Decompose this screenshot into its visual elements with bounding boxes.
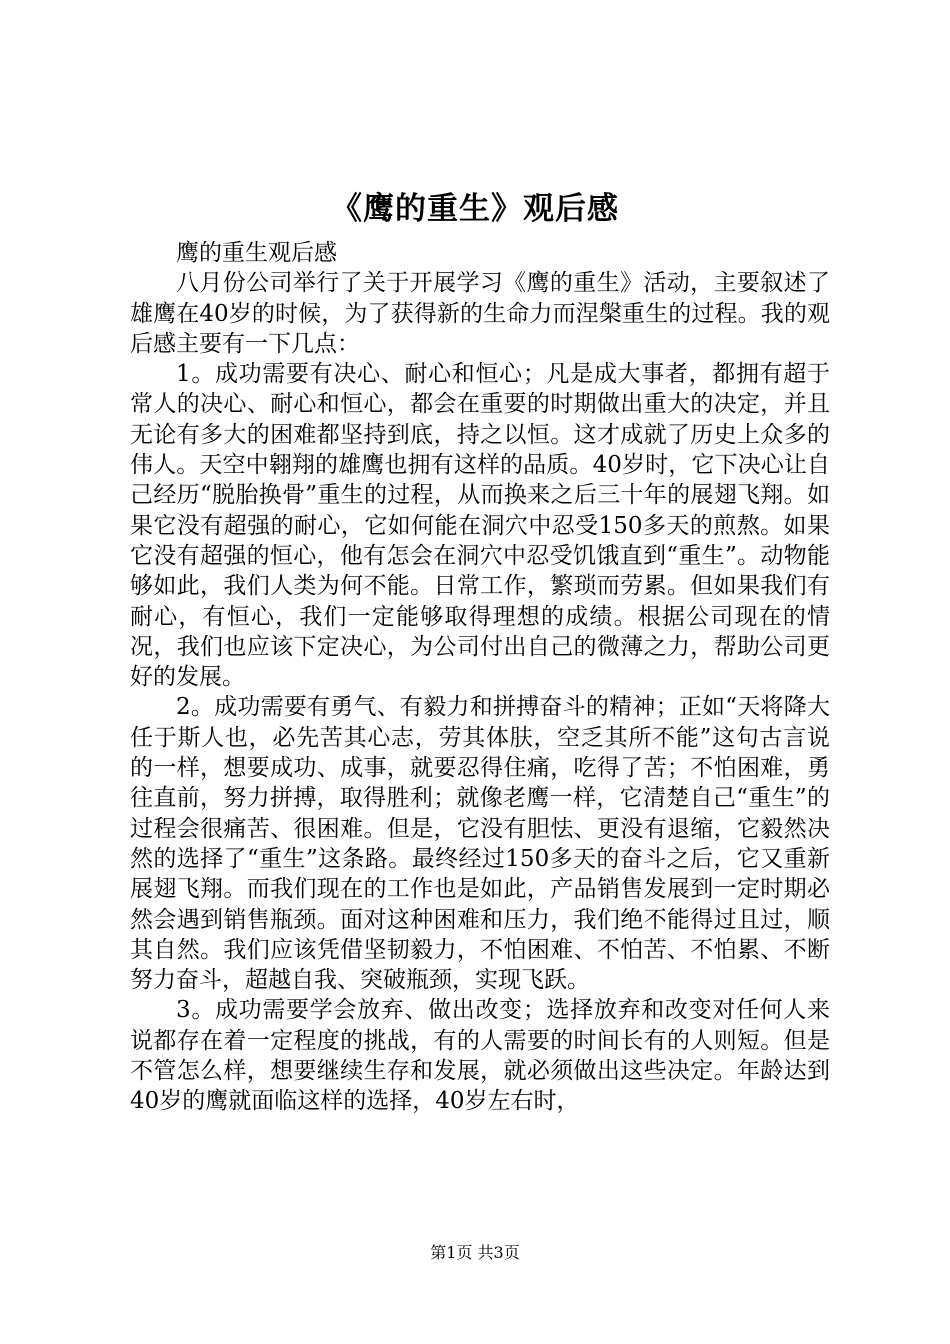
- point-1-paragraph: 1。成功需要有决心、耐心和恒心；凡是成大事者，都拥有超于常人的决心、耐心和恒心，都会在重要的时期做出重大的决定，并且无论有多大的困难都坚持到底，持之以恒。这才成就了历史上众多的伟人。天空中翱翔的雄鹰也拥有这样的品质。40岁时，它下决心让自己经历“脱胎换骨”重生的过程，从而换来之后三十年的展翅飞翔。如果它没有超强的耐心，它如何能在洞穴中忍受150多天的煎熬。如果它没有超强的恒心，他有怎会在洞穴中忍受饥饿直到“重生”。动物能够如此，我们人类为何不能。日常工作，繁琐而劳累。但如果我们有耐心，有恒心，我们一定能够取得理想的成绩。根据公司现在的情况，我们也应该下定决心，为公司付出自己的微薄之力，帮助公司更好的发展。: [130, 361, 830, 691]
- page-title: 《鹰的重生》观后感: [331, 191, 619, 227]
- point-3-paragraph: 3。成功需要学会放弃、做出改变；选择放弃和改变对任何人来说都存在着一定程度的挑战，有的人需要的时间长有的人则短。但是不管怎么样，想要继续生存和发展，就必须做出这些决定。年龄达到40岁的鹰就面临这样的选择，40岁左右时，: [130, 997, 830, 1115]
- page-number-footer: 第1页 共3页: [430, 1243, 520, 1262]
- intro-paragraph: 八月份公司举行了关于开展学习《鹰的重生》活动，主要叙述了雄鹰在40岁的时候，为了获得新的生命力而涅槃重生的过程。我的观后感主要有一下几点：: [130, 270, 830, 357]
- document-body: [130, 238, 830, 1117]
- subtitle-paragraph: 鹰的重生观后感: [176, 240, 337, 266]
- point-2-paragraph: 2。成功需要有勇气、有毅力和拼搏奋斗的精神；正如“天将降大任于斯人也，必先苦其心志，劳其体肤，空乏其所不能”这句古言说的一样，想要成功、成事，就要忍得住痛，吃得了苦；不怕困难，勇往直前，努力拼搏，取得胜利；就像老鹰一样，它清楚自己“重生”的过程会很痛苦、很困难。但是，它没有胆怯、更没有退缩，它毅然决然的选择了“重生”这条路。最终经过150多天的奋斗之后，它又重新展翅飞翔。而我们现在的工作也是如此，产品销售发展到一定时期必然会遇到销售瓶颈。面对这种困难和压力，我们绝不能得过且过，顺其自然。我们应该凭借坚韧毅力，不怕困难、不怕苦、不怕累、不断努力奋斗，超越自我、突破瓶颈，实现飞跃。: [130, 694, 830, 994]
